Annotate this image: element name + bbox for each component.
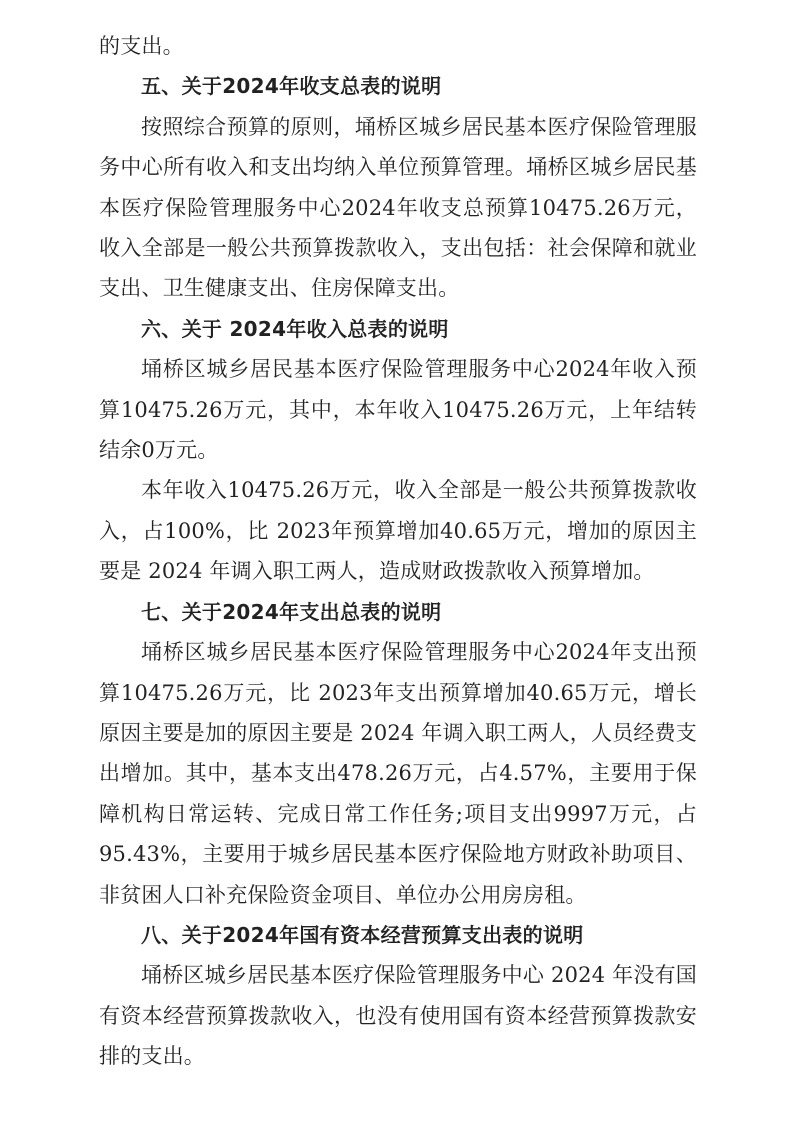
- section-heading-8: 八、关于2024年国有资本经营预算支出表的说明: [141, 922, 584, 947]
- section-heading-7: 七、关于2024年支出总表的说明: [141, 599, 442, 624]
- section-7-paragraph-1: 埇桥区城乡居民基本医疗保险管理服务中心2024年支出预算10475.26万元，比 2023年支出预算增加40.65万元，增长原因主要是加的原因主要是 2024 年调入职工两人，人员经费支出增加。其中，基本支出478.26万元，占4.57%，主要用于保障机构日常运转、完成日常工作任务;项目支出9997万元，占95.43%，主要用于城乡居民基本医疗保险地方财政补助项目、非贫困人口补充保险资金项目、单位办公用房房租。: [99, 640, 697, 907]
- lead-in-text: 的支出。: [99, 34, 184, 58]
- section-8-paragraph-1: 埇桥区城乡居民基本医疗保险管理服务中心 2024 年没有国有资本经营预算拨款收入，也没有使用国有资本经营预算拨款安排的支出。: [99, 963, 697, 1069]
- document-body: [99, 26, 697, 1077]
- section-6-paragraph-2: 本年收入10475.26万元，收入全部是一般公共预算拨款收入，占100%，比 2023年预算增加40.65万元，增加的原因主要是 2024 年调入职工两人，造成财政拨款收入预算增加。: [99, 478, 697, 584]
- section-heading-6: 六、关于 2024年收入总表的说明: [141, 316, 449, 341]
- section-5-paragraph-1: 按照综合预算的原则，埇桥区城乡居民基本医疗保险管理服务中心所有收入和支出均纳入单位预算管理。埇桥区城乡居民基本医疗保险管理服务中心2024年收支总预算10475.26万元，收入全部是一般公共预算拨款收入，支出包括：社会保障和就业支出、卫生健康支出、住房保障支出。: [99, 114, 697, 301]
- section-heading-5: 五、关于2024年收支总表的说明: [141, 74, 442, 99]
- section-6-paragraph-1: 埇桥区城乡居民基本医疗保险管理服务中心2024年收入预算10475.26万元，其中，本年收入10475.26万元，上年结转结余0万元。: [99, 357, 697, 463]
